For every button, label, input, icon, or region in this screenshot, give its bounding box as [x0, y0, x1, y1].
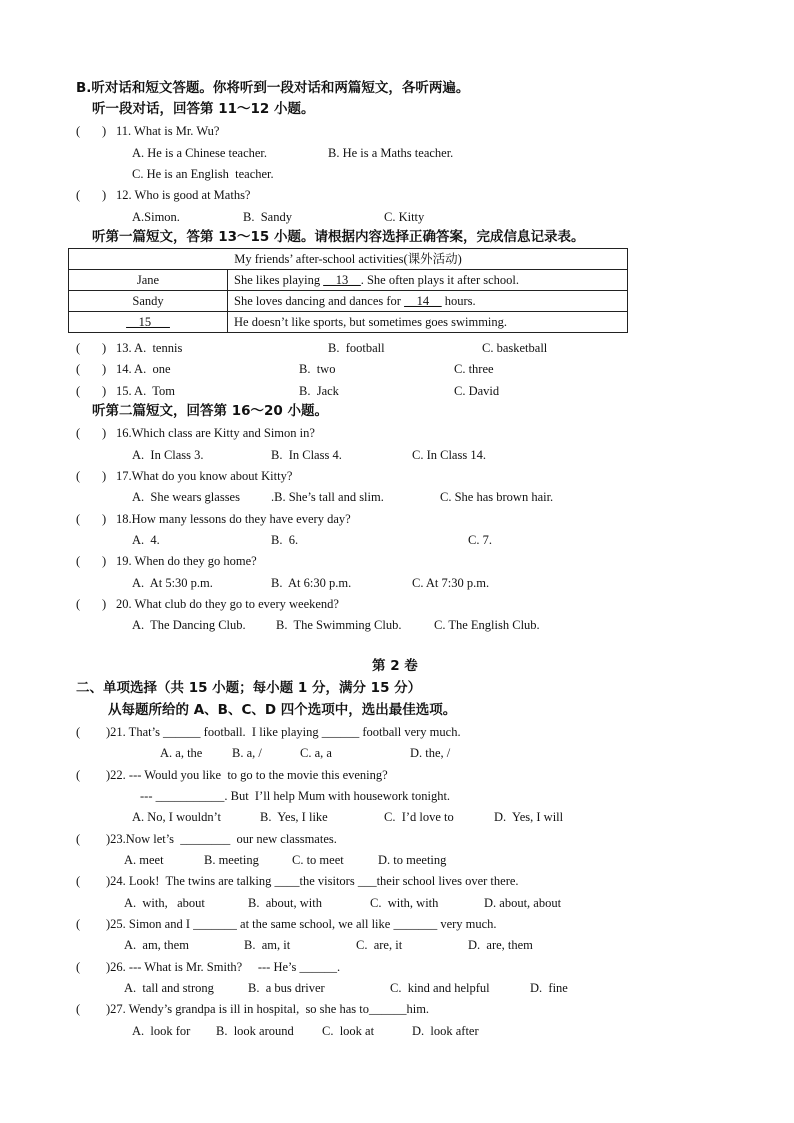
option-b: B. meeting: [204, 853, 259, 867]
option-b: B. In Class 4.: [271, 448, 342, 462]
question-stem: 19. When do they go home?: [116, 554, 257, 568]
question-stem: 20. What club do they go to every weekend?: [116, 597, 339, 611]
option-b: B. football: [328, 341, 385, 355]
question-stem: 11. What is Mr. Wu?: [116, 124, 220, 138]
option-c: C. At 7:30 p.m.: [412, 576, 490, 590]
answer-paren[interactable]: ( ): [76, 554, 107, 568]
option-d: D. to meeting: [378, 853, 447, 867]
table-row: [69, 291, 628, 312]
option-a: A. In Class 3.: [132, 448, 204, 462]
option-c: C. look at: [322, 1024, 375, 1038]
option-a: A. The Dancing Club.: [132, 618, 246, 632]
answer-paren-open[interactable]: (: [76, 768, 81, 782]
option-b: B. about, with: [248, 896, 322, 910]
option-a: A. At 5:30 p.m.: [132, 576, 213, 590]
table-row: [69, 270, 628, 291]
answer-paren-open[interactable]: (: [76, 917, 81, 931]
answer-paren[interactable]: ( ): [76, 426, 107, 440]
question-stem: )27. Wendy’s grandpa is ill in hospital, so she has to______him.: [106, 1002, 430, 1016]
question-stem: 18.How many lessons do they have every day?: [116, 512, 351, 526]
passage1-instruction: 听第一篇短文，答第 13～15 小题。请根据内容选择正确答案，完成信息记录表。: [92, 229, 585, 245]
option-b: B. The Swimming Club.: [276, 618, 402, 632]
option-b: B. 6.: [271, 533, 299, 547]
option-c: C. with, with: [370, 896, 439, 910]
section-b-header: B.听对话和短文答题。你将听到一段对话和两篇短文，各听两遍。: [76, 80, 470, 96]
question-stem: )24. Look! The twins are talking ____the visitors ___their school lives over there.: [106, 874, 519, 888]
question-stem: 15. A. Tom: [116, 384, 175, 398]
question-stem: 12. Who is good at Maths?: [116, 188, 251, 202]
table-info-cell: She likes playing __13__. She often plays it after school.: [228, 270, 628, 291]
answer-paren[interactable]: ( ): [76, 362, 107, 376]
answer-paren-open[interactable]: (: [76, 725, 81, 739]
option-c: C. are, it: [356, 938, 403, 952]
option-b: B. He is a Maths teacher.: [328, 146, 454, 160]
option-a: A. He is a Chinese teacher.: [132, 146, 268, 160]
option-a: A.Simon.: [132, 210, 180, 224]
option-c: C. kind and helpful: [390, 981, 490, 995]
option-c: C. In Class 14.: [412, 448, 486, 462]
option-d: D. are, them: [468, 938, 533, 952]
blank-15[interactable]: __15___: [69, 312, 228, 333]
question-stem: 17.What do you know about Kitty?: [116, 469, 293, 483]
table-info-cell: He doesn’t like sports, but sometimes goes swimming.: [228, 312, 628, 333]
option-b: B. Yes, I like: [260, 810, 328, 824]
option-c: C. David: [454, 384, 500, 398]
question-stem: 16.Which class are Kitty and Simon in?: [116, 426, 315, 440]
volume-title: 第 2 卷: [372, 658, 418, 674]
blank-14[interactable]: __14__: [404, 294, 442, 308]
option-b: B. two: [299, 362, 336, 376]
question-stem: )25. Simon and I _______ at the same school, we all like _______ very much.: [106, 917, 497, 931]
part2-title: 二、单项选择（共 15 小题；每小题 1 分，满分 15 分）: [76, 680, 422, 696]
option-d: D. the, /: [410, 746, 451, 760]
option-c: C. He is an English teacher.: [132, 167, 274, 181]
option-c: C. The English Club.: [434, 618, 540, 632]
passage2-instruction: 听第二篇短文，回答第 16～20 小题。: [92, 403, 328, 419]
table-name-cell: Jane: [69, 270, 228, 291]
option-c: C. three: [454, 362, 494, 376]
option-c: C. Kitty: [384, 210, 425, 224]
option-b: B. a, /: [232, 746, 262, 760]
option-b: B. Sandy: [243, 210, 292, 224]
answer-paren-open[interactable]: (: [76, 1002, 81, 1016]
table-info-cell: She loves dancing and dances for __14__ hours.: [228, 291, 628, 312]
option-b: B. Jack: [299, 384, 339, 398]
option-c: C. I’d love to: [384, 810, 454, 824]
question-stem: )23.Now let’s ________ our new classmates.: [106, 832, 337, 846]
table-name-cell: Sandy: [69, 291, 228, 312]
question-stem: 14. A. one: [116, 362, 171, 376]
question-stem: )22. --- Would you like to go to the movie this evening?: [106, 768, 388, 782]
option-a: A. She wears glasses: [132, 490, 240, 504]
option-d: D. look after: [412, 1024, 479, 1038]
option-b: B. look around: [216, 1024, 294, 1038]
option-a: A. a, the: [160, 746, 203, 760]
option-a: A. with, about: [124, 896, 205, 910]
option-b: B. a bus driver: [248, 981, 325, 995]
answer-paren[interactable]: ( ): [76, 384, 107, 398]
option-c: C. a, a: [300, 746, 332, 760]
question-stem: )21. That’s ______ football. I like playing ______ football very much.: [106, 725, 461, 739]
answer-paren-open[interactable]: (: [76, 874, 81, 888]
option-b: B. At 6:30 p.m.: [271, 576, 352, 590]
answer-paren[interactable]: ( ): [76, 188, 107, 202]
option-d: D. Yes, I will: [494, 810, 564, 824]
table-title: My friends’ after-school activities(课外活动): [69, 249, 628, 270]
answer-paren[interactable]: ( ): [76, 597, 107, 611]
option-a: A. 4.: [132, 533, 160, 547]
option-a: A. look for: [132, 1024, 191, 1038]
option-a: A. am, them: [124, 938, 189, 952]
option-a: A. tall and strong: [124, 981, 214, 995]
option-a: A. No, I wouldn’t: [132, 810, 222, 824]
option-a: A. meet: [124, 853, 164, 867]
blank-13[interactable]: __13__: [323, 273, 361, 287]
answer-paren[interactable]: ( ): [76, 124, 107, 138]
answer-paren[interactable]: ( ): [76, 512, 107, 526]
answer-paren[interactable]: ( ): [76, 341, 107, 355]
option-d: D. about, about: [484, 896, 562, 910]
part2-instruction: 从每题所给的 A、B、C、D 四个选项中，选出最佳选项。: [108, 702, 457, 718]
option-c: C. 7.: [468, 533, 492, 547]
answer-paren-open[interactable]: (: [76, 960, 81, 974]
option-b: .B. She’s tall and slim.: [271, 490, 384, 504]
option-d: D. fine: [530, 981, 568, 995]
option-b: B. am, it: [244, 938, 291, 952]
question-stem: )26. --- What is Mr. Smith? --- He’s ______.: [106, 960, 341, 974]
info-table: [68, 248, 628, 333]
option-c: C. She has brown hair.: [440, 490, 554, 504]
option-c: C. to meet: [292, 853, 344, 867]
question-stem-line2: --- ___________. But I’ll help Mum with housework tonight.: [140, 789, 451, 803]
answer-paren-open[interactable]: (: [76, 832, 81, 846]
question-stem: 13. A. tennis: [116, 341, 183, 355]
table-row: [69, 312, 628, 333]
dialog-instruction: 听一段对话，回答第 11～12 小题。: [92, 101, 315, 117]
option-c: C. basketball: [482, 341, 548, 355]
answer-paren[interactable]: ( ): [76, 469, 107, 483]
